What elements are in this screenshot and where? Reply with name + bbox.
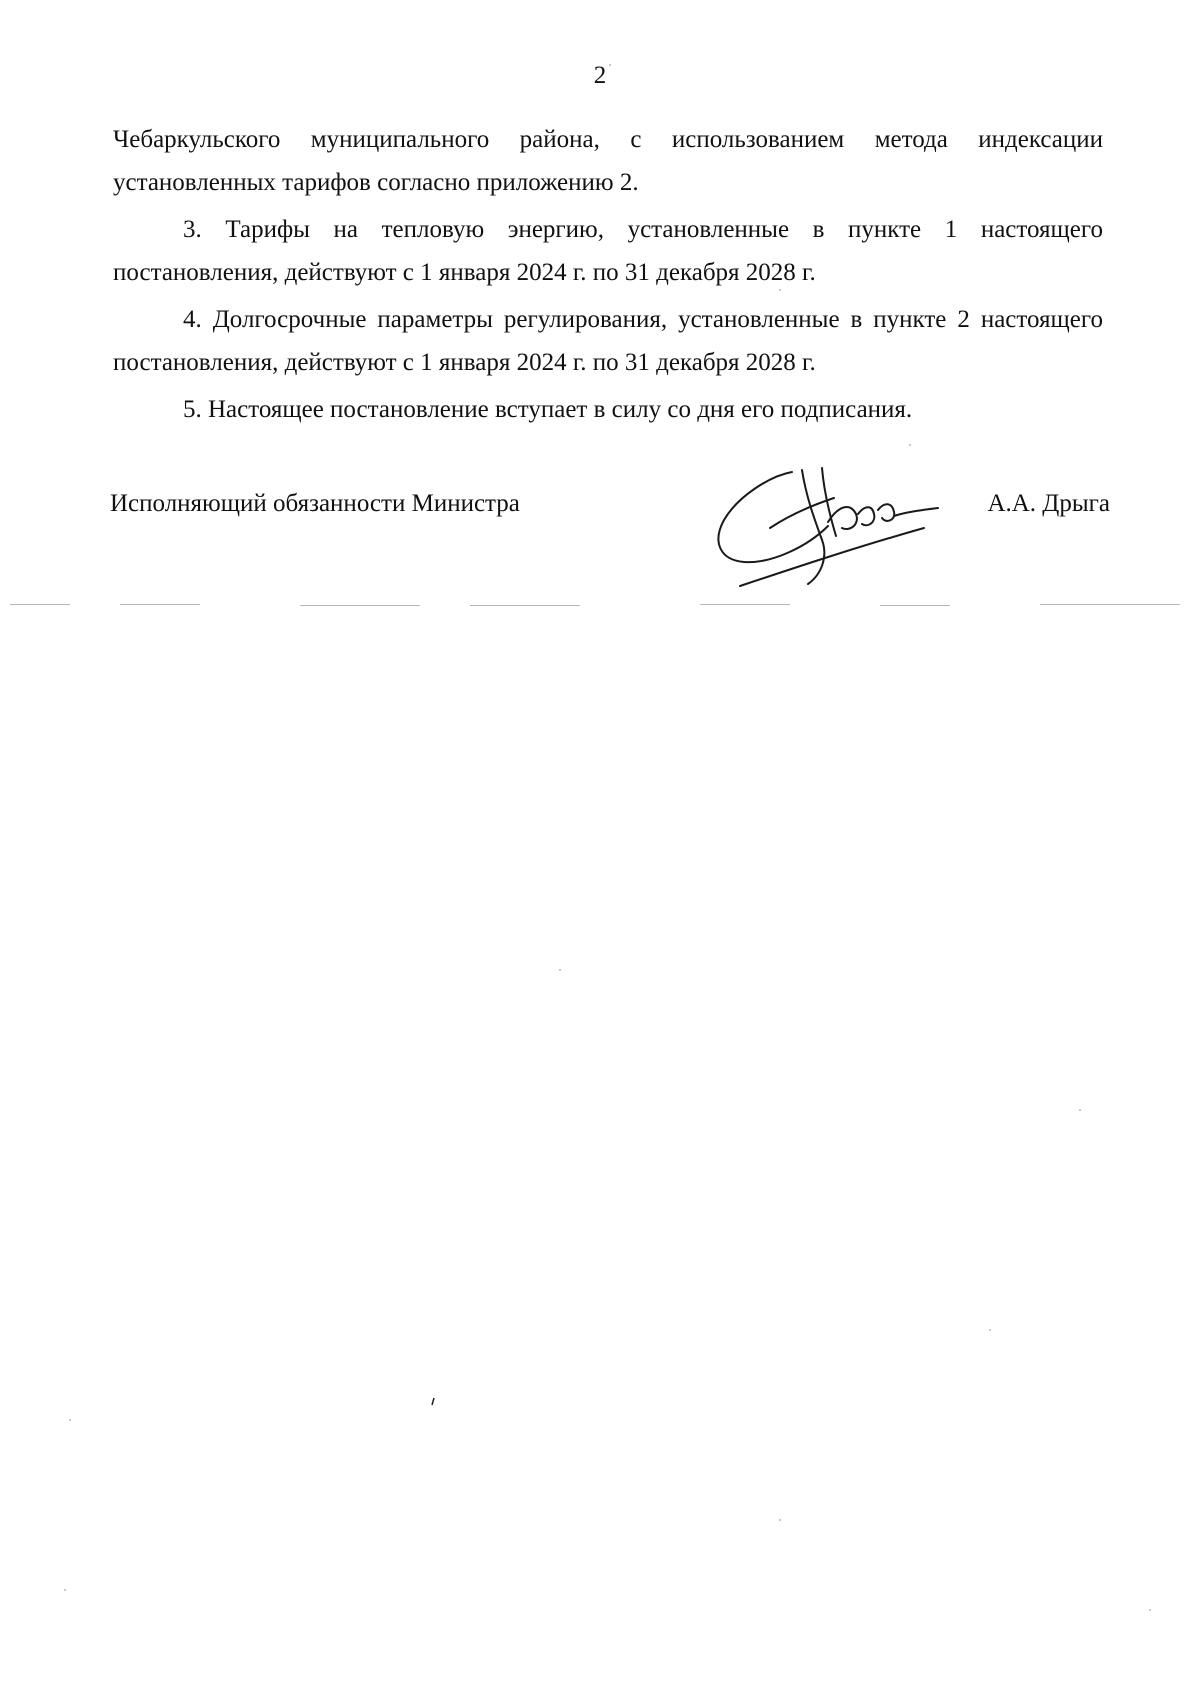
signer-position: Исполняющий обязанности Министра bbox=[110, 490, 520, 517]
page-number: 2 bbox=[593, 62, 607, 89]
paragraph-continuation-end: установленных тарифов согласно приложению 2. bbox=[113, 169, 639, 196]
paragraph-item-3: 3. Тарифы на тепловую энергию, установленные в пункте 1 настоящего постановления, действуют с 1 января 2024 г. по 31 декабря 2028 г. bbox=[113, 216, 1103, 286]
paragraph-continuation-line: Чебаркульского муниципального района, с использованием метода индексации bbox=[113, 126, 1103, 153]
paragraph-item-4: 4. Долгосрочные параметры регулирования, установленные в пункте 2 настоящего постановления, действуют с 1 января 2024 г. по 31 декабря 2028 г. bbox=[113, 306, 1103, 376]
signer-name: А.А. Дрыга bbox=[987, 490, 1110, 517]
handwritten-signature bbox=[710, 462, 960, 592]
paragraph-item-5: 5. Настоящее постановление вступает в силу со дня его подписания. bbox=[183, 396, 913, 423]
document-body bbox=[113, 118, 1103, 431]
